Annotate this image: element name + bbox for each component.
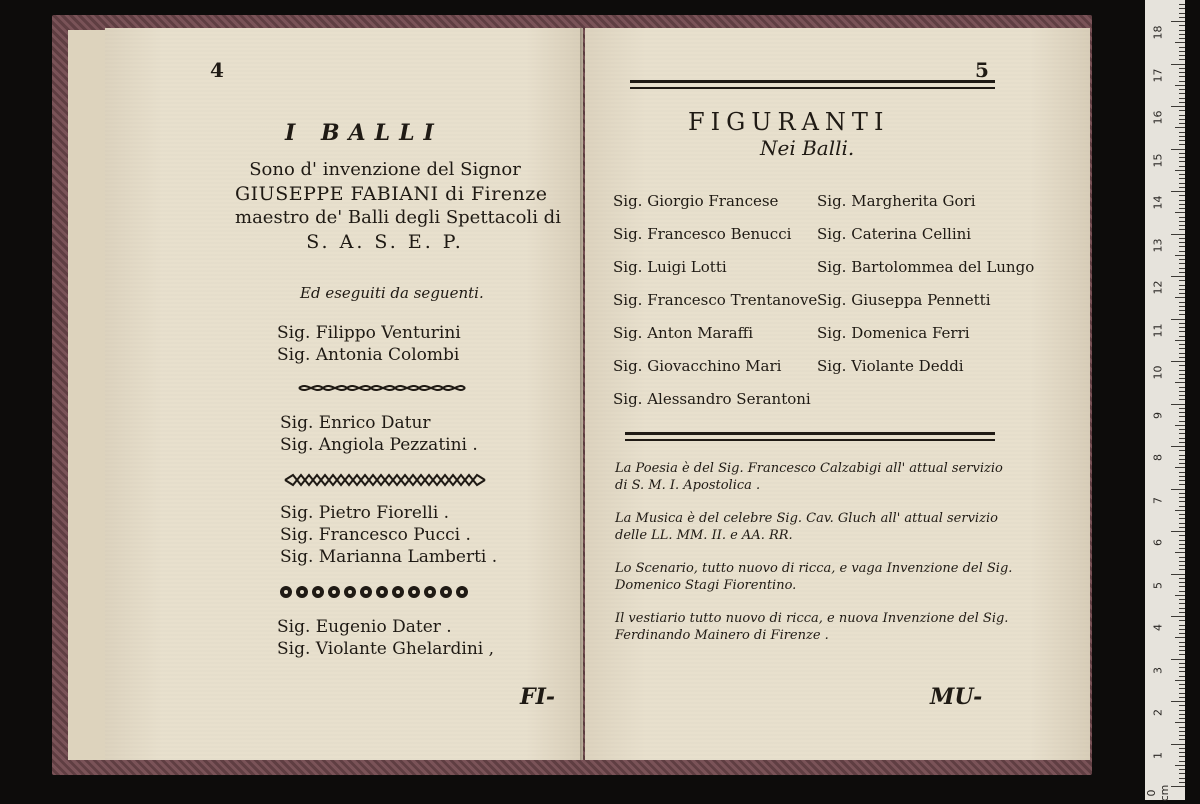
catchword-right: MU- <box>930 684 983 710</box>
ruler-tick <box>1179 200 1185 201</box>
ruler-tick <box>1179 353 1185 354</box>
ruler-tick <box>1179 773 1185 774</box>
figuranti-list-left <box>613 192 817 423</box>
ruler-tick <box>1175 552 1185 553</box>
ruler-tick <box>1179 582 1185 583</box>
ruler-tick <box>1179 187 1185 188</box>
credit-music: La Musica è del celebre Sig. Cav. Gluch all' attual servizio delle LL. MM. II. e AA. RR. <box>615 511 998 543</box>
ruler-tick <box>1179 497 1185 498</box>
ruler-tick <box>1179 272 1185 273</box>
ruler-tick <box>1179 642 1185 643</box>
ruler-tick <box>1179 523 1185 524</box>
ruler-tick <box>1171 531 1185 532</box>
ruler-tick <box>1171 616 1185 617</box>
ruler-tick <box>1179 348 1185 349</box>
page-number-right: 5 <box>975 58 989 82</box>
ruler-label: 2 <box>1151 709 1165 716</box>
ruler-label: 14 <box>1151 195 1165 210</box>
ruler-tick <box>1179 4 1185 5</box>
ruler-label: 4 <box>1151 624 1165 631</box>
ruler-tick <box>1179 174 1185 175</box>
figurante-name: Sig. Francesco Trentanove <box>613 291 818 309</box>
ruler-tick <box>1179 119 1185 120</box>
ruler-tick <box>1179 72 1185 73</box>
ruler-label: 3 <box>1151 667 1165 674</box>
ruler-tick <box>1179 625 1185 626</box>
ruler-tick <box>1179 493 1185 494</box>
figurante-name: Sig. Anton Maraffi <box>613 324 754 342</box>
ruler-tick <box>1179 314 1185 315</box>
performer-group <box>280 412 478 456</box>
ruler-tick <box>1179 705 1185 706</box>
ruler-tick <box>1179 183 1185 184</box>
performer-name: Sig. Antonia Colombi <box>277 345 460 365</box>
performer-name: Sig. Eugenio Dater . <box>277 617 452 637</box>
ruler-tick <box>1175 595 1185 596</box>
performer-name: Sig. Marianna Lamberti . <box>280 547 498 567</box>
figurante-name: Sig. Domenica Ferri <box>817 324 970 342</box>
credit-scenery: Lo Scenario, tutto nuovo di ricca, e vaga Invenzione del Sig. Domenico Stagi Fiorentino. <box>615 561 1013 593</box>
ruler-tick <box>1179 429 1185 430</box>
ruler-tick <box>1179 548 1185 549</box>
ruler-tick <box>1179 671 1185 672</box>
ruler-tick <box>1179 620 1185 621</box>
ruler-tick <box>1179 633 1185 634</box>
ruler-tick <box>1179 748 1185 749</box>
ruler-tick <box>1179 450 1185 451</box>
ruler-tick <box>1179 268 1185 269</box>
ruler-tick <box>1179 778 1185 779</box>
figurante-name: Sig. Margherita Gori <box>817 192 976 210</box>
ruler-tick <box>1179 161 1185 162</box>
ruler-tick <box>1179 323 1185 324</box>
measuring-ruler <box>1145 0 1185 800</box>
balli-title: I BALLI <box>285 120 443 146</box>
ruler-tick <box>1179 756 1185 757</box>
ruler-tick <box>1179 387 1185 388</box>
figurante-name: Sig. Violante Deddi <box>817 357 964 375</box>
ruler-tick <box>1179 399 1185 400</box>
ruler-label: 5 <box>1151 582 1165 589</box>
ruler-tick <box>1171 234 1185 235</box>
ruler-tick <box>1171 701 1185 702</box>
ruler-tick <box>1179 769 1185 770</box>
ruler-tick <box>1179 459 1185 460</box>
ruler-label: 7 <box>1151 497 1165 504</box>
ruler-tick <box>1179 463 1185 464</box>
ruler-tick <box>1179 89 1185 90</box>
intro-line: Sono d' invenzione del Signor <box>249 159 521 180</box>
ruler-tick <box>1171 21 1185 22</box>
ruler-tick <box>1175 340 1185 341</box>
ruler-tick <box>1179 591 1185 592</box>
ruler-tick <box>1171 404 1185 405</box>
ruler-tick <box>1179 646 1185 647</box>
ruler-tick <box>1179 30 1185 31</box>
ruler-tick <box>1179 544 1185 545</box>
figurante-name: Sig. Alessandro Serantoni <box>613 390 811 408</box>
performer-group <box>277 616 494 660</box>
ruler-tick <box>1171 446 1185 447</box>
figurante-name: Sig. Bartolommea del Lungo <box>817 258 1035 276</box>
ruler-tick <box>1171 149 1185 150</box>
ruler-tick <box>1179 59 1185 60</box>
ruler-tick <box>1179 76 1185 77</box>
ruler-tick <box>1179 561 1185 562</box>
figuranti-subtitle: Nei Balli. <box>760 136 855 160</box>
ruler-tick <box>1179 285 1185 286</box>
ruler-tick <box>1179 714 1185 715</box>
ruler-tick <box>1179 217 1185 218</box>
ruler-tick <box>1179 13 1185 14</box>
ruler-tick <box>1179 157 1185 158</box>
ruler-tick <box>1179 331 1185 332</box>
ornament-divider <box>297 381 467 395</box>
ruler-tick <box>1175 297 1185 298</box>
ruler-tick <box>1179 688 1185 689</box>
ruler-tick <box>1179 374 1185 375</box>
ruler-tick <box>1171 659 1185 660</box>
ruler-tick <box>1179 378 1185 379</box>
ruler-tick <box>1179 395 1185 396</box>
ruler-tick <box>1179 761 1185 762</box>
ruler-label: 12 <box>1151 280 1165 295</box>
performer-name: Sig. Pietro Fiorelli . <box>280 503 450 523</box>
ruler-tick <box>1171 191 1185 192</box>
performer-group <box>277 322 461 366</box>
ruler-tick <box>1179 438 1185 439</box>
ruler-tick <box>1171 319 1185 320</box>
ruler-tick <box>1179 55 1185 56</box>
ruler-tick <box>1179 344 1185 345</box>
intro-line: maestro de' Balli degli Spettacoli di <box>235 207 561 228</box>
double-rule-top <box>630 80 995 89</box>
figuranti-list-right <box>817 192 1034 390</box>
ornament-divider <box>283 473 488 487</box>
ruler-tick <box>1179 484 1185 485</box>
ruler-tick <box>1179 455 1185 456</box>
double-rule-middle <box>625 432 995 441</box>
ruler-tick <box>1179 603 1185 604</box>
intro-line: GIUSEPPE FABIANI di Firenze <box>235 183 548 205</box>
ruler-tick <box>1179 25 1185 26</box>
ruler-tick <box>1179 412 1185 413</box>
ruler-tick <box>1179 391 1185 392</box>
ruler-tick <box>1179 718 1185 719</box>
ruler-tick <box>1179 569 1185 570</box>
right-page <box>585 28 1090 760</box>
ruler-tick <box>1179 310 1185 311</box>
ruler-tick <box>1179 752 1185 753</box>
ruler-tick <box>1179 365 1185 366</box>
ruler-tick <box>1179 472 1185 473</box>
ruler-tick <box>1179 433 1185 434</box>
ruler-tick <box>1179 132 1185 133</box>
ruler-label: 13 <box>1151 238 1165 253</box>
ruler-tick <box>1179 608 1185 609</box>
performers-heading: Ed eseguiti da seguenti. <box>300 284 484 302</box>
ruler-tick <box>1179 654 1185 655</box>
ruler-tick <box>1179 8 1185 9</box>
ruler-tick <box>1179 586 1185 587</box>
ruler-tick <box>1179 501 1185 502</box>
ruler-tick <box>1171 786 1185 787</box>
ruler-tick <box>1179 557 1185 558</box>
ruler-tick <box>1179 178 1185 179</box>
ruler-tick <box>1179 34 1185 35</box>
ruler-tick <box>1179 506 1185 507</box>
ruler-label: 8 <box>1151 454 1165 461</box>
ruler-tick <box>1171 276 1185 277</box>
ruler-tick <box>1175 255 1185 256</box>
ruler-tick <box>1179 306 1185 307</box>
ruler-tick <box>1179 123 1185 124</box>
ruler-label: 0 cm <box>1145 784 1171 802</box>
ruler-tick <box>1175 467 1185 468</box>
ruler-tick <box>1175 510 1185 511</box>
ruler-label: 11 <box>1151 323 1165 338</box>
ruler-tick <box>1179 251 1185 252</box>
balli-intro <box>235 158 561 254</box>
ruler-tick <box>1179 289 1185 290</box>
ruler-tick <box>1179 535 1185 536</box>
ruler-tick <box>1179 293 1185 294</box>
performer-name: Sig. Enrico Datur <box>280 413 431 433</box>
ruler-tick <box>1179 140 1185 141</box>
ruler-tick <box>1179 710 1185 711</box>
credit-costumes: Il vestiario tutto nuovo di ricca, e nuova Invenzione del Sig. Ferdinando Mainero di Firenze . <box>615 611 1009 643</box>
figurante-name: Sig. Giorgio Francese <box>613 192 779 210</box>
ruler-tick <box>1179 408 1185 409</box>
page-number-left: 4 <box>210 58 224 82</box>
ruler-tick <box>1175 42 1185 43</box>
ruler-tick <box>1175 637 1185 638</box>
ruler-tick <box>1179 663 1185 664</box>
ruler-tick <box>1179 442 1185 443</box>
ruler-tick <box>1179 136 1185 137</box>
ruler-tick <box>1179 263 1185 264</box>
ruler-tick <box>1179 242 1185 243</box>
ruler-tick <box>1179 336 1185 337</box>
ruler-tick <box>1171 64 1185 65</box>
ruler-tick <box>1179 238 1185 239</box>
ruler-tick <box>1171 106 1185 107</box>
ruler-tick <box>1179 115 1185 116</box>
ruler-tick <box>1179 144 1185 145</box>
ruler-tick <box>1179 153 1185 154</box>
ruler-tick <box>1179 731 1185 732</box>
ruler-tick <box>1179 540 1185 541</box>
ruler-tick <box>1179 629 1185 630</box>
ruler-tick <box>1179 259 1185 260</box>
ruler-tick <box>1179 650 1185 651</box>
ruler-tick <box>1175 425 1185 426</box>
ruler-tick <box>1175 765 1185 766</box>
ruler-tick <box>1179 739 1185 740</box>
ruler-tick <box>1175 382 1185 383</box>
ruler-tick <box>1179 599 1185 600</box>
intro-line: S. A. S. E. P. <box>306 231 464 253</box>
ruler-label: 6 <box>1151 539 1165 546</box>
ruler-tick <box>1179 476 1185 477</box>
ruler-tick <box>1179 204 1185 205</box>
ruler-tick <box>1179 302 1185 303</box>
left-page <box>105 28 583 760</box>
ruler-tick <box>1179 98 1185 99</box>
ruler-tick <box>1179 416 1185 417</box>
ruler-label: 17 <box>1151 68 1165 83</box>
ruler-label: 9 <box>1151 412 1165 419</box>
ornament-divider <box>278 584 478 598</box>
performer-name: Sig. Violante Ghelardini , <box>277 639 495 659</box>
ruler-tick <box>1179 727 1185 728</box>
figurante-name: Sig. Giuseppa Pennetti <box>817 291 991 309</box>
ruler-tick <box>1179 221 1185 222</box>
ruler-tick <box>1179 280 1185 281</box>
performer-name: Sig. Angiola Pezzatini . <box>280 435 478 455</box>
ruler-label: 16 <box>1151 110 1165 125</box>
ruler-tick <box>1179 735 1185 736</box>
ruler-tick <box>1179 527 1185 528</box>
figurante-name: Sig. Giovacchino Mari <box>613 357 782 375</box>
ruler-tick <box>1179 47 1185 48</box>
ruler-tick <box>1179 110 1185 111</box>
ruler-tick <box>1179 208 1185 209</box>
performer-group <box>280 502 497 568</box>
ruler-label: 15 <box>1151 153 1165 168</box>
ruler-tick <box>1179 370 1185 371</box>
ruler-tick <box>1171 489 1185 490</box>
ruler-tick <box>1171 361 1185 362</box>
ruler-tick <box>1179 684 1185 685</box>
ruler-tick <box>1175 170 1185 171</box>
ruler-tick <box>1179 102 1185 103</box>
ruler-tick <box>1179 246 1185 247</box>
figuranti-title: FIGURANTI <box>688 108 890 136</box>
ruler-tick <box>1175 85 1185 86</box>
ruler-tick <box>1179 195 1185 196</box>
figurante-name: Sig. Caterina Cellini <box>817 225 972 243</box>
ruler-tick <box>1171 744 1185 745</box>
ruler-tick <box>1179 17 1185 18</box>
performer-name: Sig. Filippo Venturini <box>277 323 461 343</box>
ruler-tick <box>1179 38 1185 39</box>
ruler-tick <box>1175 680 1185 681</box>
ruler-tick <box>1179 578 1185 579</box>
credit-poetry: La Poesia è del Sig. Francesco Calzabigi all' attual servizio di S. M. I. Apostolica . <box>615 461 1003 493</box>
ruler-tick <box>1179 565 1185 566</box>
figurante-name: Sig. Francesco Benucci <box>613 225 792 243</box>
ruler-tick <box>1179 697 1185 698</box>
ruler-tick <box>1179 229 1185 230</box>
ruler-tick <box>1179 51 1185 52</box>
ruler-tick <box>1179 81 1185 82</box>
endpaper <box>68 30 109 760</box>
ruler-tick <box>1179 514 1185 515</box>
figurante-name: Sig. Luigi Lotti <box>613 258 727 276</box>
ruler-tick <box>1179 93 1185 94</box>
catchword-left: FI- <box>520 684 556 710</box>
ruler-tick <box>1175 127 1185 128</box>
ruler-tick <box>1179 421 1185 422</box>
ruler-tick <box>1179 327 1185 328</box>
ruler-tick <box>1179 518 1185 519</box>
ruler-tick <box>1179 676 1185 677</box>
ruler-tick <box>1179 480 1185 481</box>
ruler-tick <box>1179 68 1185 69</box>
ruler-tick <box>1179 166 1185 167</box>
ruler-tick <box>1179 612 1185 613</box>
ruler-tick <box>1175 212 1185 213</box>
ruler-label: 10 <box>1151 365 1165 380</box>
ruler-tick <box>1179 782 1185 783</box>
ruler-tick <box>1179 357 1185 358</box>
ruler-label: 1 <box>1151 752 1165 759</box>
ruler-label: 18 <box>1151 25 1165 40</box>
ruler-tick <box>1171 574 1185 575</box>
ruler-tick <box>1179 225 1185 226</box>
ruler-tick <box>1179 693 1185 694</box>
ruler-tick <box>1175 722 1185 723</box>
performer-name: Sig. Francesco Pucci . <box>280 525 471 545</box>
ruler-tick <box>1179 667 1185 668</box>
